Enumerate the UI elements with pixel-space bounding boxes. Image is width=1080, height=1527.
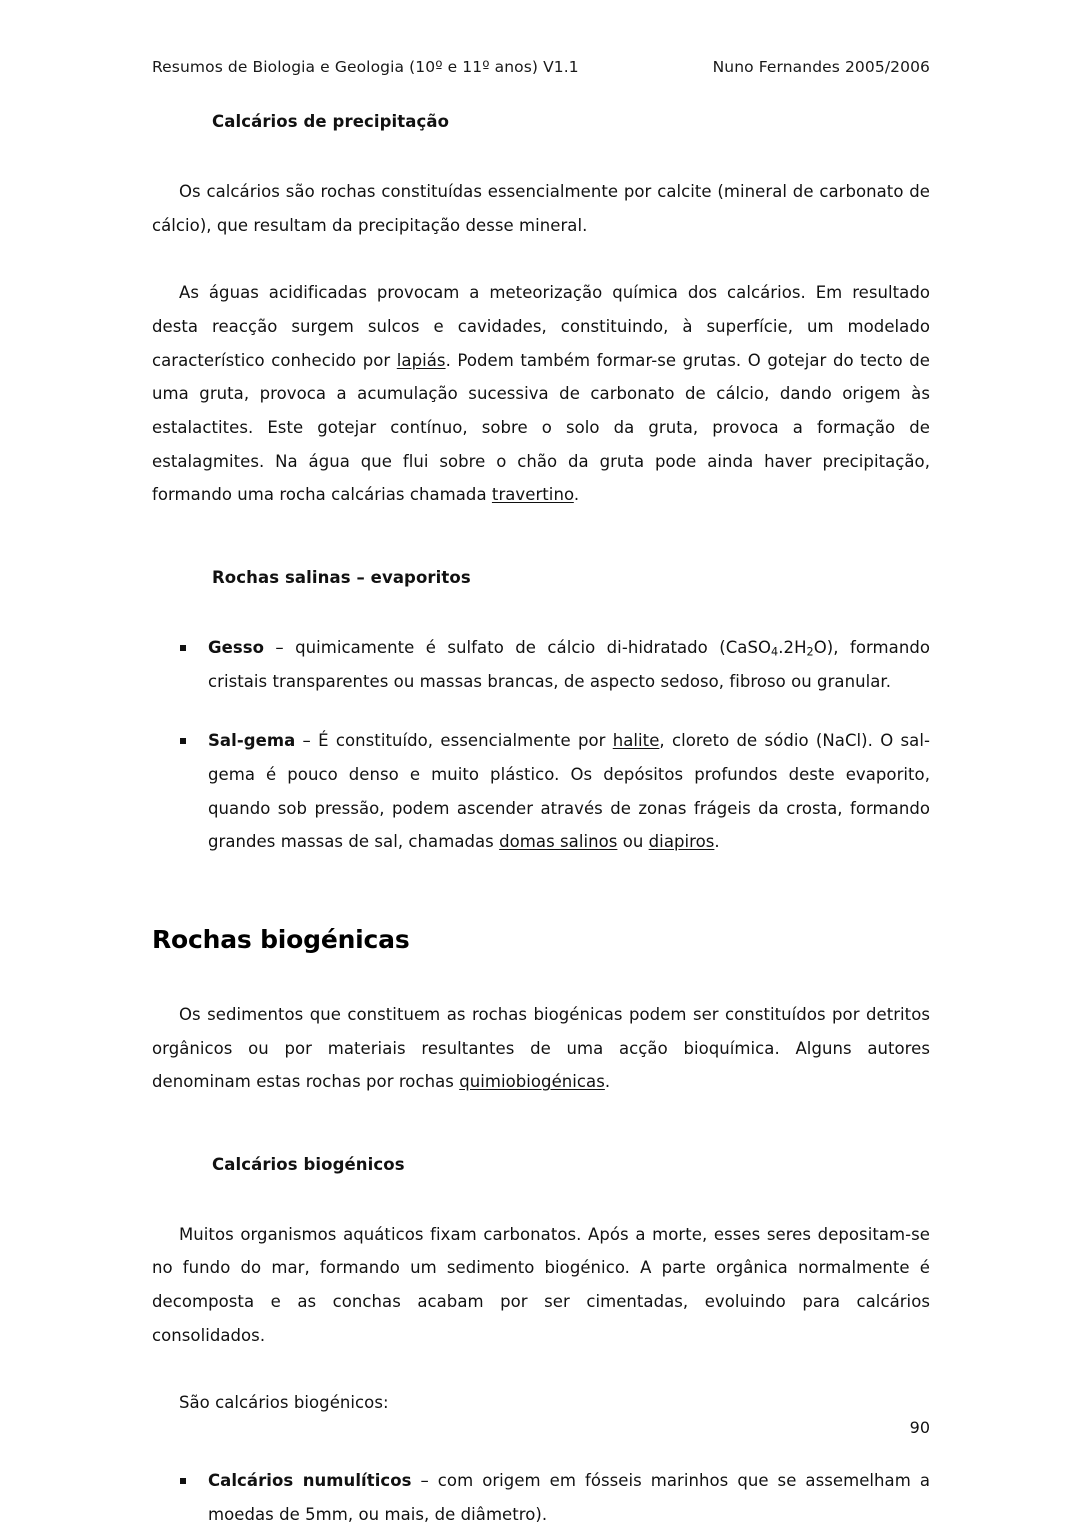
list-item-segment: ou [617,832,649,852]
heading-rochas-salinas-evaporitos: Rochas salinas – evaporitos [212,567,471,587]
paragraph-aguas-acidificadas [152,276,930,512]
list-item-segment: – quimicamente é sulfato de cálcio di-hidratado (CaSO [263,637,772,657]
list-item-segment: – com origem em fósseis marinhos que se assemelham a moedas de 5mm, ou mais, de diâmetro). [208,1471,930,1524]
spacer [152,512,930,568]
running-header [152,58,930,76]
formula-subscript-2: 2 [806,645,814,659]
term-gesso: Gesso [208,637,264,657]
spacer [152,1099,930,1155]
term-sal-gema: Sal-gema [208,731,296,751]
spacer [152,242,930,276]
spacer [152,954,930,998]
list-rochas-salinas [152,631,930,859]
spacer [152,587,930,631]
spacer [152,859,930,925]
paragraph-organismos-aquaticos: Muitos organismos aquáticos fixam carbonatos. Após a morte, esses seres depositam-se no fundo do mar, formando um sedimento biogénico. A parte orgânica normalmente é decomposta e as conchas acabam por ser cimentadas, evoluindo para calcários consolidados. [152,1224,930,1345]
document-body [152,112,930,1527]
list-calcarios-biogenicos [152,1464,930,1527]
paragraph-segment: Os sedimentos que constituem as rochas biogénicas podem ser constituídos por detritos orgânicos ou por materiais resultantes de uma acção bioquímica. Alguns autores denominam estas rochas por rochas [152,1004,930,1092]
paragraph-segment: . Podem também formar-se grutas. O gotejar do tecto de uma gruta, provoca a acumulação sucessiva de carbonato de cálcio, dando origem às estalactites. Este gotejar contínuo, sobre o solo da gruta, provoca a formação de estalagmites. Na água que flui sobre o chão da gruta pode ainda haver precipitação, formando uma rocha calcárias chamada [152,350,930,505]
list-item-segment: O), formando cristais transparentes ou massas brancas, de aspecto sedoso, fibroso ou granular. [208,637,930,691]
list-item-segment: . [714,832,720,852]
square-bullet-icon [180,1478,186,1484]
heading-calcarios-biogenicos: Calcários biogénicos [212,1154,405,1174]
heading-calcarios-de-precipitacao: Calcários de precipitação [212,112,450,131]
square-bullet-icon [180,645,186,651]
spacer [152,1352,930,1386]
page-number: 90 [909,1418,930,1437]
term-lapias: lapiás [396,350,446,370]
list-item-calcarios-numuliticos [152,1464,930,1527]
list-item-sal-gema [152,724,930,859]
paragraph-segment: As águas acidificadas provocam a meteorização química dos calcários. Em resultado desta reacção surgem sulcos e cavidades, constituindo, à superfície, um modelado característico conhecido por [152,283,930,370]
list-item-gesso [152,631,930,698]
list-item-segment: .2H [778,637,807,657]
formula-subscript-4: 4 [771,645,779,659]
list-item-segment: – É constituído, essencialmente por [295,731,613,751]
paragraph-segment: . [573,485,580,505]
term-calcarios-numuliticos: Calcários numulíticos [208,1471,412,1491]
spacer [152,1174,930,1218]
term-domas-salinos: domas salinos [499,832,618,852]
header-title-left: Resumos de Biologia e Geologia (10º e 11º anos) V1.1 [152,58,579,76]
paragraph-sao-calcarios-biogenicos: São calcários biogénicos: [179,1393,389,1413]
paragraph-rochas-biogenicas [152,998,930,1099]
term-travertino: travertino [491,485,574,505]
term-diapiros: diapiros [648,832,715,852]
square-bullet-icon [180,738,186,744]
spacer [152,131,930,175]
term-halite: halite [612,731,660,751]
list-item-segment: , cloreto de sódio (NaCl). O sal-gema é pouco denso e muito plástico. Os depósitos profundos deste evaporito, quando sob pressão, podem ascender através de zonas frágeis da crosta, formando grandes massas de sal, chamadas [208,731,930,852]
header-author-right: Nuno Fernandes 2005/2006 [712,58,930,76]
term-quimiobiogenicas: quimiobiogénicas [459,1072,605,1092]
heading-rochas-biogenicas: Rochas biogénicas [152,924,410,954]
paragraph-segment: . [604,1072,611,1092]
paragraph-calcarios-definicao: Os calcários são rochas constituídas essencialmente por calcite (mineral de carbonato de cálcio), que resultam da precipitação desse mineral. [152,182,930,235]
